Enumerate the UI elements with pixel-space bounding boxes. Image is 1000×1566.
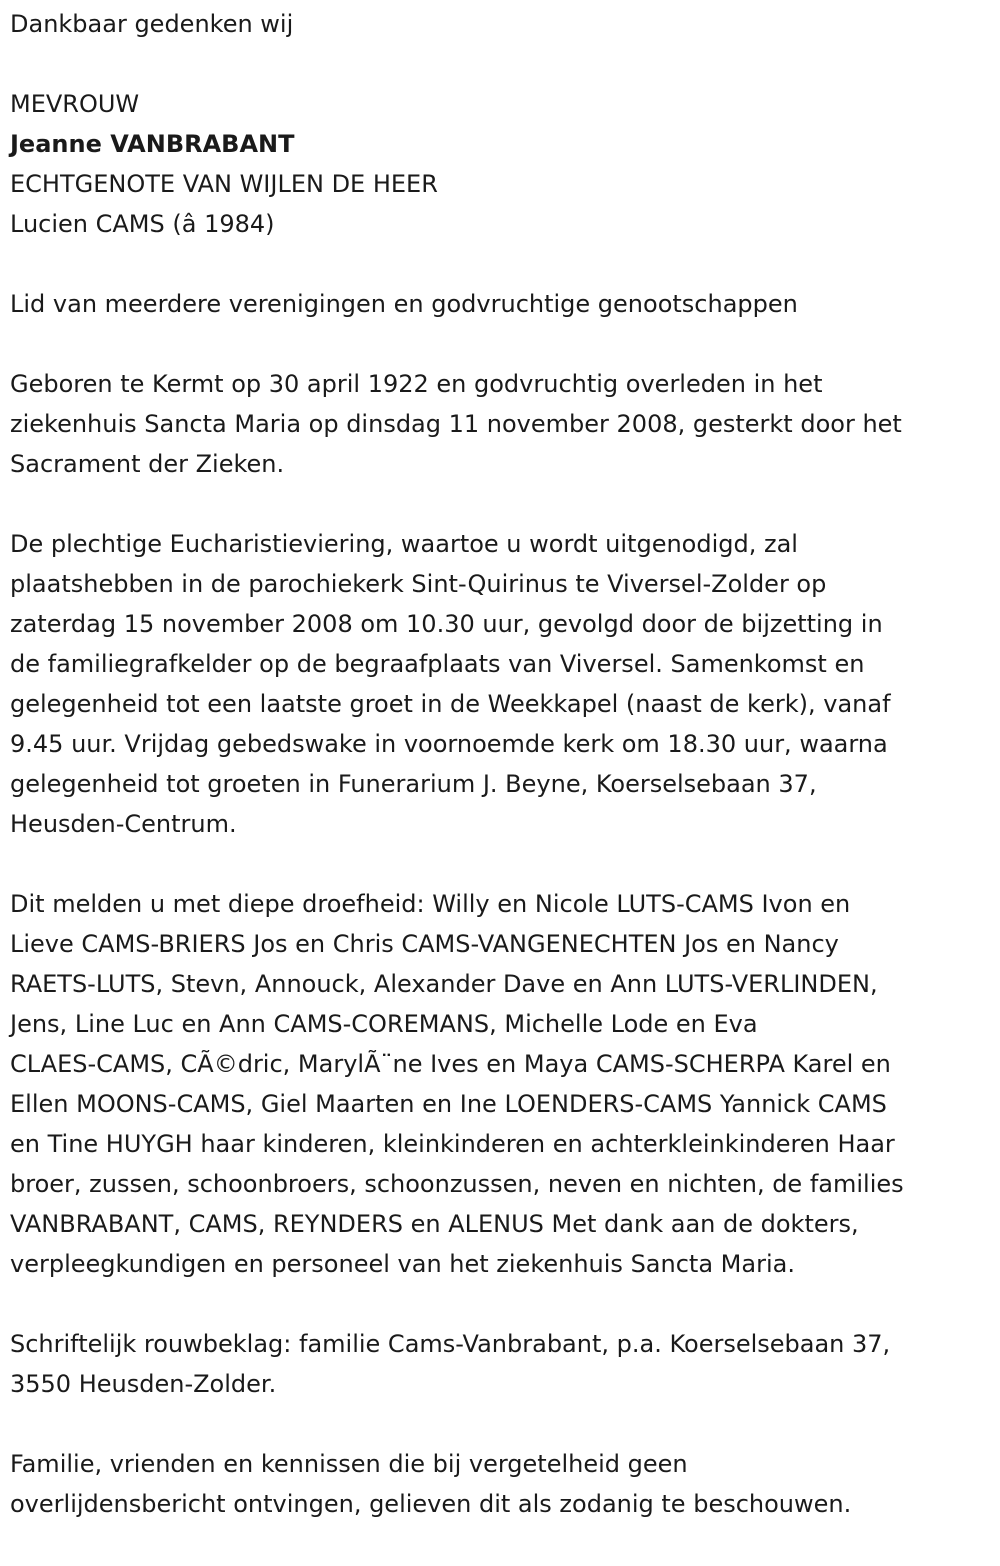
- paragraph-line: CLAES-CAMS, CÃ©dric, MarylÃ¨ne Ives en Maya CAMS-SCHERPA Karel en: [10, 1050, 891, 1078]
- paragraph-line: broer, zussen, schoonbroers, schoonzussen, neven en nichten, de families: [10, 1170, 904, 1198]
- paragraph-line: VANBRABANT, CAMS, REYNDERS en ALENUS Met dank aan de dokters,: [10, 1210, 859, 1238]
- spacer: [10, 1404, 992, 1444]
- paragraph-line: Ellen MOONS-CAMS, Giel Maarten en Ine LOENDERS-CAMS Yannick CAMS: [10, 1090, 887, 1118]
- paragraph-line: Jens, Line Luc en Ann CAMS-COREMANS, Michelle Lode en Eva: [10, 1010, 758, 1038]
- intro-line: Dankbaar gedenken wij: [10, 10, 294, 38]
- paragraph-line: De plechtige Eucharistieviering, waartoe u wordt uitgenodigd, zal: [10, 530, 798, 558]
- spacer: [10, 244, 992, 284]
- paragraph-line: Sacrament der Zieken.: [10, 450, 285, 478]
- paragraph-line: RAETS-LUTS, Stevn, Annouck, Alexander Dave en Ann LUTS-VERLINDEN,: [10, 970, 878, 998]
- paragraph-line: Familie, vrienden en kennissen die bij vergetelheid geen: [10, 1450, 688, 1478]
- paragraph-line: plaatshebben in de parochiekerk Sint-Quirinus te Viversel-Zolder op: [10, 570, 827, 598]
- relation-line: ECHTGENOTE VAN WIJLEN DE HEER: [10, 170, 438, 198]
- paragraph-line: de familiegrafkelder op de begraafplaats van Viversel. Samenkomst en: [10, 650, 865, 678]
- spacer: [10, 44, 992, 84]
- paragraph-line: overlijdensbericht ontvingen, gelieven dit als zodanig te beschouwen.: [10, 1490, 852, 1518]
- deceased-name: Jeanne VANBRABANT: [10, 130, 295, 158]
- closing-paragraph: [10, 1444, 992, 1524]
- paragraph-line: Heusden-Centrum.: [10, 810, 237, 838]
- spacer: [10, 324, 992, 364]
- paragraph-line: gelegenheid tot groeten in Funerarium J. Beyne, Koerselsebaan 37,: [10, 770, 817, 798]
- membership-line: Lid van meerdere verenigingen en godvruchtige genootschappen: [10, 290, 798, 318]
- paragraph-line: Dit melden u met diepe droefheid: Willy en Nicole LUTS-CAMS Ivon en: [10, 890, 851, 918]
- spacer: [10, 484, 992, 524]
- title-prefix: MEVROUW: [10, 90, 140, 118]
- paragraph-line: 9.45 uur. Vrijdag gebedswake in voornoemde kerk om 18.30 uur, waarna: [10, 730, 888, 758]
- spouse-line: Lucien CAMS (â 1984): [10, 210, 275, 238]
- paragraph-line: en Tine HUYGH haar kinderen, kleinkinderen en achterkleinkinderen Haar: [10, 1130, 895, 1158]
- paragraph-line: zaterdag 15 november 2008 om 10.30 uur, gevolgd door de bijzetting in: [10, 610, 883, 638]
- paragraph-line: gelegenheid tot een laatste groet in de Weekkapel (naast de kerk), vanaf: [10, 690, 891, 718]
- condolences-paragraph: [10, 1324, 992, 1404]
- spacer: [10, 1284, 992, 1324]
- paragraph-line: verpleegkundigen en personeel van het ziekenhuis Sancta Maria.: [10, 1250, 795, 1278]
- paragraph-line: Lieve CAMS-BRIERS Jos en Chris CAMS-VANGENECHTEN Jos en Nancy: [10, 930, 839, 958]
- family-paragraph: [10, 884, 992, 1284]
- paragraph-line: ziekenhuis Sancta Maria op dinsdag 11 november 2008, gesterkt door het: [10, 410, 902, 438]
- paragraph-line: 3550 Heusden-Zolder.: [10, 1370, 277, 1398]
- paragraph-line: Geboren te Kermt op 30 april 1922 en godvruchtig overleden in het: [10, 370, 823, 398]
- paragraph-line: Schriftelijk rouwbeklag: familie Cams-Vanbrabant, p.a. Koerselsebaan 37,: [10, 1330, 891, 1358]
- birth-death-paragraph: [10, 364, 992, 484]
- spacer: [10, 844, 992, 884]
- ceremony-paragraph: [10, 524, 992, 844]
